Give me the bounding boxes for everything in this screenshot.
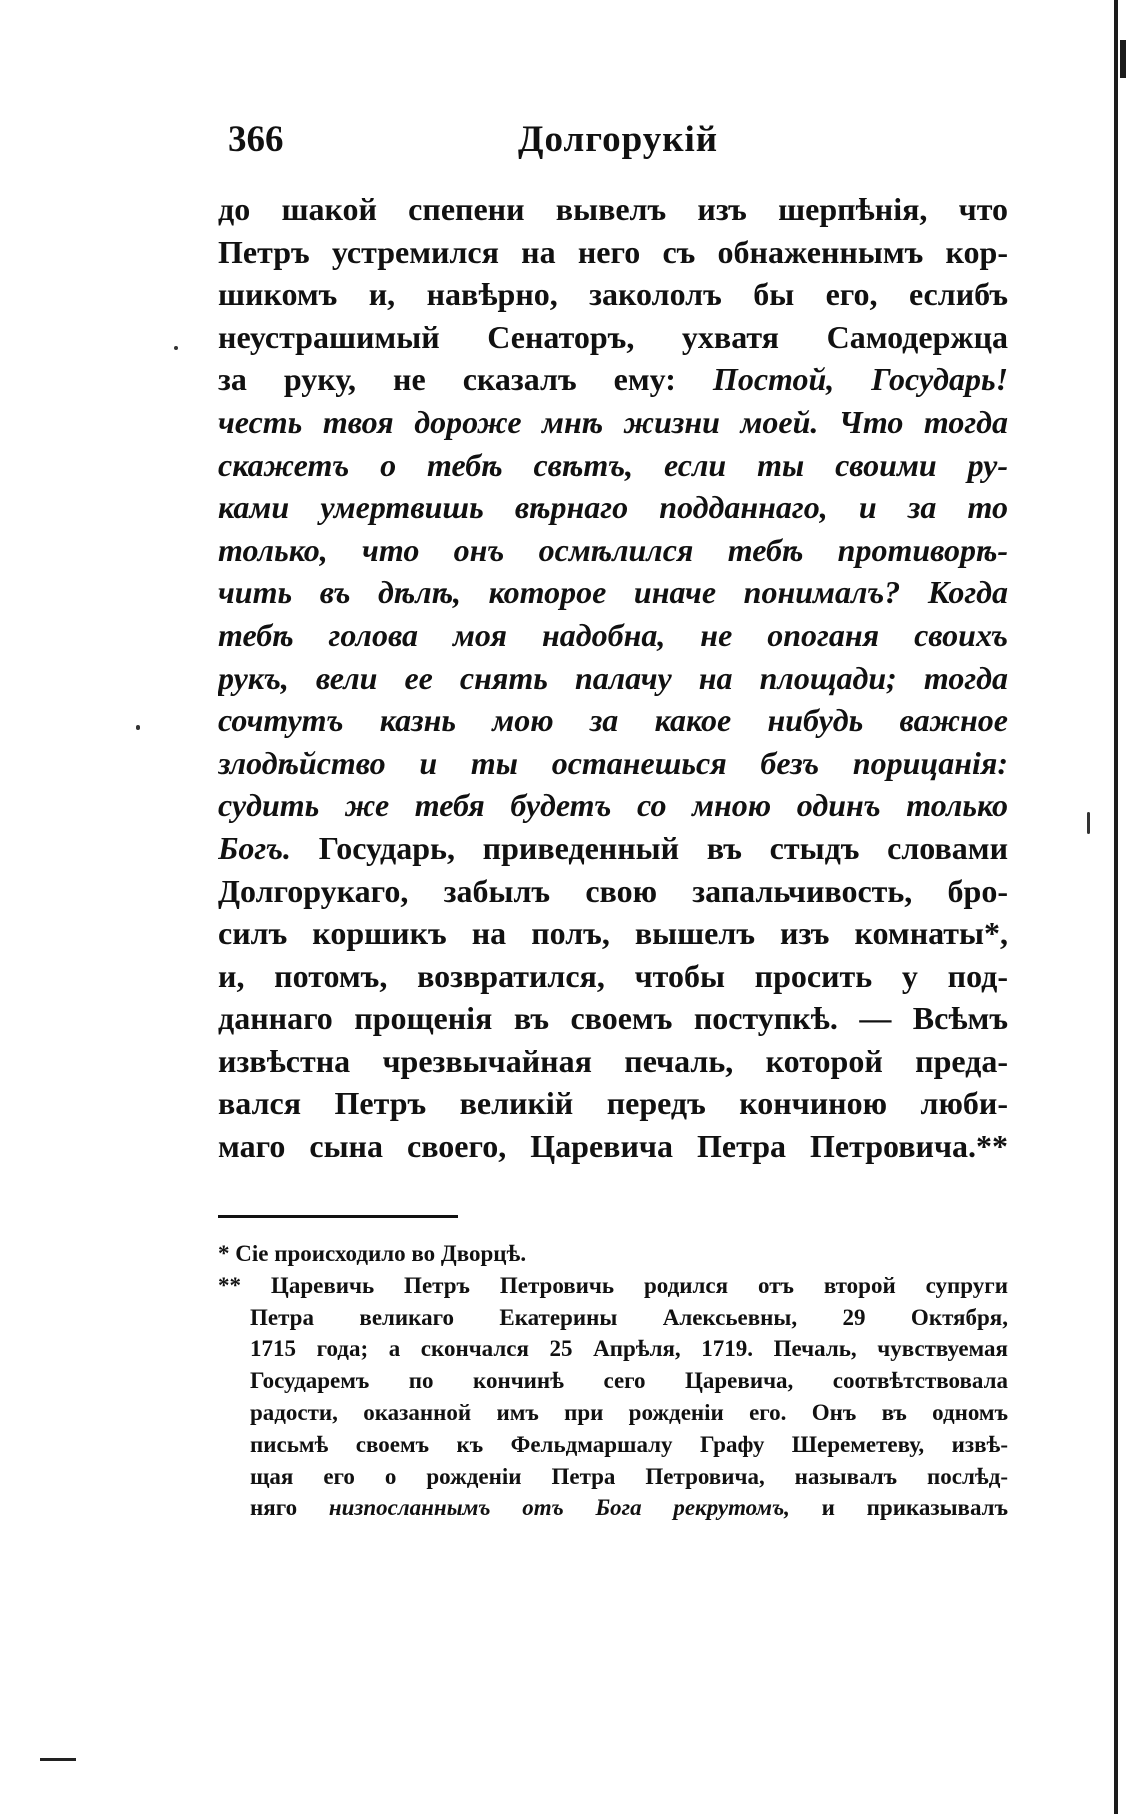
italic-text-line: злодѣйство и ты останешься безъ порицанія: xyxy=(218,744,1008,781)
footnote-run: няго xyxy=(250,1495,298,1521)
text-line: даннаго прощенія въ своемъ поступкѣ. — Всѣмъ xyxy=(218,1000,1008,1037)
footnotes xyxy=(218,1238,1008,1524)
text-line: до шакой спепени вывелъ изъ шерпѣнія, что xyxy=(218,191,1008,227)
italic-quote-run: Богъ. xyxy=(218,829,291,866)
footnote-2-line-mixed xyxy=(218,1492,1008,1524)
print-speck xyxy=(136,725,140,730)
italic-text-line: ками умертвишь вѣрнаго подданнаго, и за то xyxy=(218,489,1008,526)
footnote-2-line: радости, оказанной имъ при рожденіи его. Онъ въ одномъ xyxy=(250,1399,1008,1425)
italic-text-line: тебѣ голова моя надобна, не опоганя своихъ xyxy=(218,616,1008,653)
italic-text-line: чить въ дѣлѣ, которое иначе понималъ? Когда xyxy=(218,574,1008,611)
text-line-mixed xyxy=(218,358,1008,401)
running-head: Долгорукій xyxy=(518,119,719,160)
page-edge-tick xyxy=(1120,40,1126,78)
italic-text-line: судить же тебя будетъ со мною одинъ только xyxy=(218,787,1008,824)
text-line: силъ коршикъ на полъ, вышелъ изъ комнаты*, xyxy=(218,915,1008,952)
footnote-italic-run: низпосланнымъ отъ Бога рекрутомъ, xyxy=(328,1495,790,1521)
footnote-2-line: 1715 года; а скончался 25 Апрѣля, 1719. Печаль, чувствуемая xyxy=(250,1336,1008,1362)
footnote-2-line: ** Царевичь Петръ Петровичь родился отъ второй супруги xyxy=(218,1272,1008,1298)
text-line: извѣстна чрезвычайная печаль, которой преда- xyxy=(218,1042,1008,1079)
text-line-mixed xyxy=(218,827,1008,870)
footnote-2-line: Государемъ по кончинѣ сего Царевича, соотвѣтствовала xyxy=(250,1368,1008,1394)
italic-text-line: только, что онъ осмѣлился тебѣ противорѣ- xyxy=(218,531,1008,568)
footnote-run: и приказывалъ xyxy=(821,1495,1008,1521)
footnote-2-line: письмѣ своемъ къ Фельдмаршалу Графу Шереметеву, извѣ- xyxy=(250,1431,1008,1457)
footnote-2-line: щая его о рожденіи Петра Петровича, называлъ послѣд- xyxy=(250,1463,1008,1489)
italic-text-line: скажетъ о тебѣ свѣтъ, если ты своими ру- xyxy=(218,446,1008,483)
italic-text-line: рукъ, вели ее снять палачу на площади; тогда xyxy=(218,659,1008,696)
page-edge-rule xyxy=(1114,0,1118,1814)
italic-quote-run: Постой, Государь! xyxy=(712,361,1008,398)
margin-mark xyxy=(40,1758,76,1761)
italic-text-line: сочтутъ казнь мою за какое нибудь важное xyxy=(218,702,1008,739)
text-line: Петръ устремился на него съ обнаженнымъ кор- xyxy=(218,233,1008,270)
text-line: Долгорукаго, забылъ свою запальчивость, бро- xyxy=(218,872,1008,909)
footnote-2-line: Петра великаго Екатерины Алексьевны, 29 Октября, xyxy=(250,1304,1008,1330)
text-line: шикомъ и, навѣрно, закололъ бы его, еслибъ xyxy=(218,276,1008,313)
body-text xyxy=(218,188,1008,1168)
text-line: неустрашимый Сенаторъ, ухватя Самодержца xyxy=(218,318,1008,355)
page-number: 366 xyxy=(228,119,284,160)
italic-text-line: честь твоя дороже мнѣ жизни моей. Что тогда xyxy=(218,403,1008,440)
text-run: Государь, приведенный въ стыдъ словами xyxy=(318,829,1008,866)
footnote-rule xyxy=(218,1215,458,1218)
text-run: за руку, не сказалъ ему: xyxy=(218,361,676,398)
print-speck xyxy=(1087,812,1090,834)
page-header xyxy=(218,118,1008,170)
footnote-1: * Сіе происходило во Дворцѣ. xyxy=(218,1241,527,1266)
text-line: вался Петръ великій передъ кончиною люби- xyxy=(218,1085,1008,1122)
text-line: маго сына своего, Царевича Петра Петровича.** xyxy=(218,1128,1008,1165)
print-speck xyxy=(174,346,178,350)
text-line: и, потомъ, возвратился, чтобы просить у под- xyxy=(218,957,1008,994)
